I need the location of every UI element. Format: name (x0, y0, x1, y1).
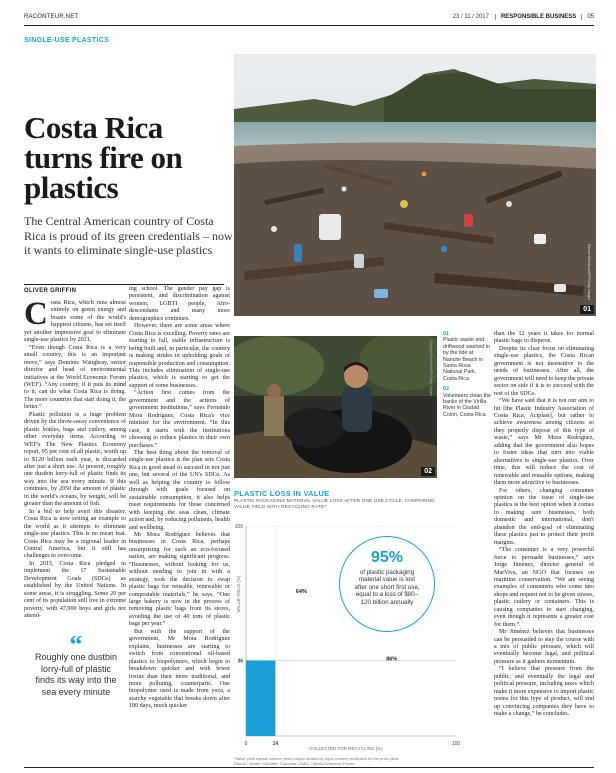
x-axis-label: COLLECTED FOR RECYCLING (%) (309, 746, 383, 751)
pull-quote-text: Roughly one dustbin lorry-full of plastic finds its way into the sea every minute (34, 652, 118, 697)
page-header (24, 10, 594, 24)
paragraph: Despite its clear focus on eliminating single-use plastics, the Costa Rican government is not insensitive to the needs of businesses. After all, the government will need to keep the private sector on side if it is to succeed with the rest of the SDGs. (494, 345, 594, 397)
page-number: 05 (587, 14, 594, 20)
x-tick-label: 14 (272, 741, 279, 747)
header-rule (24, 25, 594, 26)
site-name: RACONTEUR.NET (24, 14, 79, 20)
callout-percent: 95% (370, 549, 404, 566)
paragraph: Mr Mora Rodríguez believes that businesses in Costa Rica, perhaps unsurprising for such an eco-focused nation, are making significant progress. “Businesses, without looking for us, without needing to join in with a strategy, took the decision to swap plastic bags for reusable, renewable or compostable materials,” he says. “One large bakery is now in the process of removing plastic bags from its stores, avoiding the use of 40 tons of plastic bags per year.” (129, 531, 230, 628)
article-column-3 (494, 331, 594, 719)
data-label: 86% (386, 656, 398, 663)
photo-badge-02: 02 (421, 467, 435, 476)
caption-text-01: Plastic waste and driftwood washed in by the tide at Nancite Beach in Santa Rosa National Park, Costa Rica (443, 337, 490, 382)
paragraph: The best thing about the removal of single-use plastics is the plan sets Costa Rica in good stead to succeed in not just one, but several of the UN's SDGs. As well as helping the country to follow through with goals focused on sustainable consumption, it also helps meet requirements for those concerned with keeping the seas clean, climate action and, by reducing pollutants, health and wellbeing. (129, 449, 230, 531)
y-tick-label: 100 (234, 524, 243, 530)
pull-quote (34, 630, 118, 698)
photo-credit-02: Ezequiel Becerra/AFP/Getty Images (429, 340, 433, 397)
chart-title: PLASTIC LOSS IN VALUE (234, 489, 330, 498)
drop-cap: C (24, 296, 48, 332)
photo-captions (443, 331, 491, 418)
paragraph: osta Rica, which runs almost entirely on green energy and boasts some of the world's happiest citizens, has set itself yet another impressive goal to eliminate single-use plastics by 2021. (24, 300, 126, 344)
callout-circle (339, 536, 435, 632)
article-column-2 (129, 286, 230, 711)
paragraph: ing school. The gender pay gap is persistent, and discrimination against women, LGBTI people, Afro-descendants and many more demographics continues. (129, 286, 230, 322)
quote-marks-icon: “ (69, 630, 83, 659)
paragraph: “I believe that pressure from the public, and eventually the legal and political pressure, including taxes which make it more expensive to import plastic resins for this type of product, will end up convincing companies they have to make a change,” he concludes. (494, 666, 594, 718)
paragraph: “Action first comes from the government and the actions of government institutions,” says Fernando Mora Rodríguez, Costa Rica's vice minister for the environment. “In this case, it starts with the institutions choosing to reduce plastics in their own purchases.” (129, 390, 230, 449)
paragraph: However, there are some areas where Costa Rica is excelling. Poverty rates are starting to fall, stable infrastructure is being built and, in particular, the country is making strides in upholding goals of responsible production and consumption. This includes elimination of single-use plastics, which is starting to get the support of some businesses. (129, 323, 230, 389)
article-column-1 (24, 296, 126, 620)
volunteer-photo (234, 336, 437, 478)
section-label: SINGLE-USE PLASTICS (24, 37, 110, 44)
paragraph: In 2015, Costa Rica pledged to implement the 17 Sustainable Development Goals (SDGs) as established by the United Nations. In some areas, it is struggling. Some 20 per cent of its population still live in extreme poverty, with 47,000 boys and girls not attend- (24, 560, 126, 620)
beach-photo (234, 54, 596, 316)
paragraph: But with the support of the government, Mr Mora Rodríguez explains, businesses are starting to switch from conventional oil-based plastics to biopolymers, which begin to breakdown quicker and with fewer toxins than their more traditional, and more polluting, counterparts. One biopolymer used is made from yuca, a starchy vegetable that breaks down after 180 days, much quicker (129, 628, 230, 710)
standfirst: The Central American country of Costa Rica is proud of its green credentials – now it wants to eliminate single-use plastics (24, 214, 233, 257)
paragraph: “The consumer is a very powerful force to persuade businesses,” says Jorge Jiménez, director general of MarViva, an NGO that focuses on maritime conservation. “We are seeing examples of consumers who come into shops and request not to be given straws, plastic cutlery or containers. This is causing companies to start changing, even though it represents a greater cost for them.” (494, 547, 594, 628)
paragraph: “We have said that it is not our aim to hit [the Plastic Industry Association of Costa Rica, Aciplast], but rather to achieve awareness among citizens so they properly dispose of this type of waste,” says Mr Mora Rodríguez, adding that the government also hopes to foster ideas that turn into viable alternatives to single-use plastics. Over time, this will reduce the cost of renewable and reusable options, making them more attractive to businesses. (494, 398, 594, 487)
chart-bar (246, 660, 275, 736)
callout-text: of plastic packaging material value is lost after one short first use, equal to a loss of $80–120 billion annually (354, 569, 420, 606)
paragraph: Mr Jiménez believes that businesses can be persuaded to stay the course with a mix of public pressure, which will eventually become legal, and political pressure as it gathers momentum. (494, 629, 594, 665)
caption-number-01: 01 (443, 331, 449, 337)
x-tick-label: 0 (244, 741, 248, 747)
paragraph: Plastic pollution is a huge problem driven by the throw-away convenience of plastic bottles, bags and cutlery, among other everyday items. According to WEF's The New Plastics Economy report, 95 per cent of all plastic, worth up to $120 billion each year, is discarded after just a short use. At present, roughly one dustbin lorry-full of plastic finds its way into the sea every minute. If this continues, by 2050 the amount of plastic in the world's oceans, by weight, will be greater than the amount of fish. (24, 411, 126, 508)
chart-source: Raoult / Veese / Deloitte / Eunomia / EMIC / World Economic Forum (234, 761, 355, 766)
byline: OLIVER GRIFFIN (24, 284, 224, 294)
chart-footnote (234, 756, 464, 766)
y-tick-label: 36 (237, 658, 243, 665)
y-axis-label: VALUE YIELD (%) (236, 575, 241, 613)
headline: Costa Rica turns fire on plastics (24, 110, 183, 205)
paragraph: For others, changing consumer opinion on the issue of single-use plastics is the best option when it comes to making sure businesses, both domestic and international, don't abandon the end-goal of eliminating these plastics just to protect their profit margins. (494, 487, 594, 546)
data-label: 64% (295, 589, 307, 596)
caption-number-02: 02 (443, 386, 449, 393)
issue-date: 23 / 11 / 2017 (452, 14, 489, 20)
footer-rule (24, 767, 594, 768)
chart-subtitle: PLASTIC PACKAGING MATERIAL VALUE LOSS AFTER ONE USE CYCLE, COMPARING VALUE YIELD WITH RECYCLING RATE* (234, 499, 435, 510)
chart-footnote-text: *Value yield equals volume yield (output divided by input volume) multiplied by the price yield (234, 756, 399, 761)
caption-text-02: Volunteers clean the banks of the Virilla River in Ciudad Colón, Costa Rica (443, 392, 492, 418)
paragraph: “Even though Costa Rica is a very small country, this is an important move,” says Dominic Waughray, senior director and head of environmental initiatives at the World Economic Forum (WEF). “Any country, if it puts its mind to it, can do what Costa Rica is doing. The more countries that start doing it, the better.” (24, 344, 126, 411)
section-name: RESPONSIBLE BUSINESS (495, 14, 582, 20)
photo-badge-01: 01 (580, 305, 594, 314)
x-tick-label: 100 (451, 741, 461, 747)
photo-credit-01: Ramon Mendoza/AFP/Getty Images (587, 244, 591, 301)
paragraph: In a bid to help avert this disaster, Costa Rica is now setting an example to the world as it attempts to eliminate single-use plastics. This is no mean feat. Costa Rica may be a regional leader in Central America, but it still has challenges to overcome. (24, 508, 126, 560)
paragraph: than the 12 years it takes for normal plastic bags to disperse. (494, 331, 594, 345)
